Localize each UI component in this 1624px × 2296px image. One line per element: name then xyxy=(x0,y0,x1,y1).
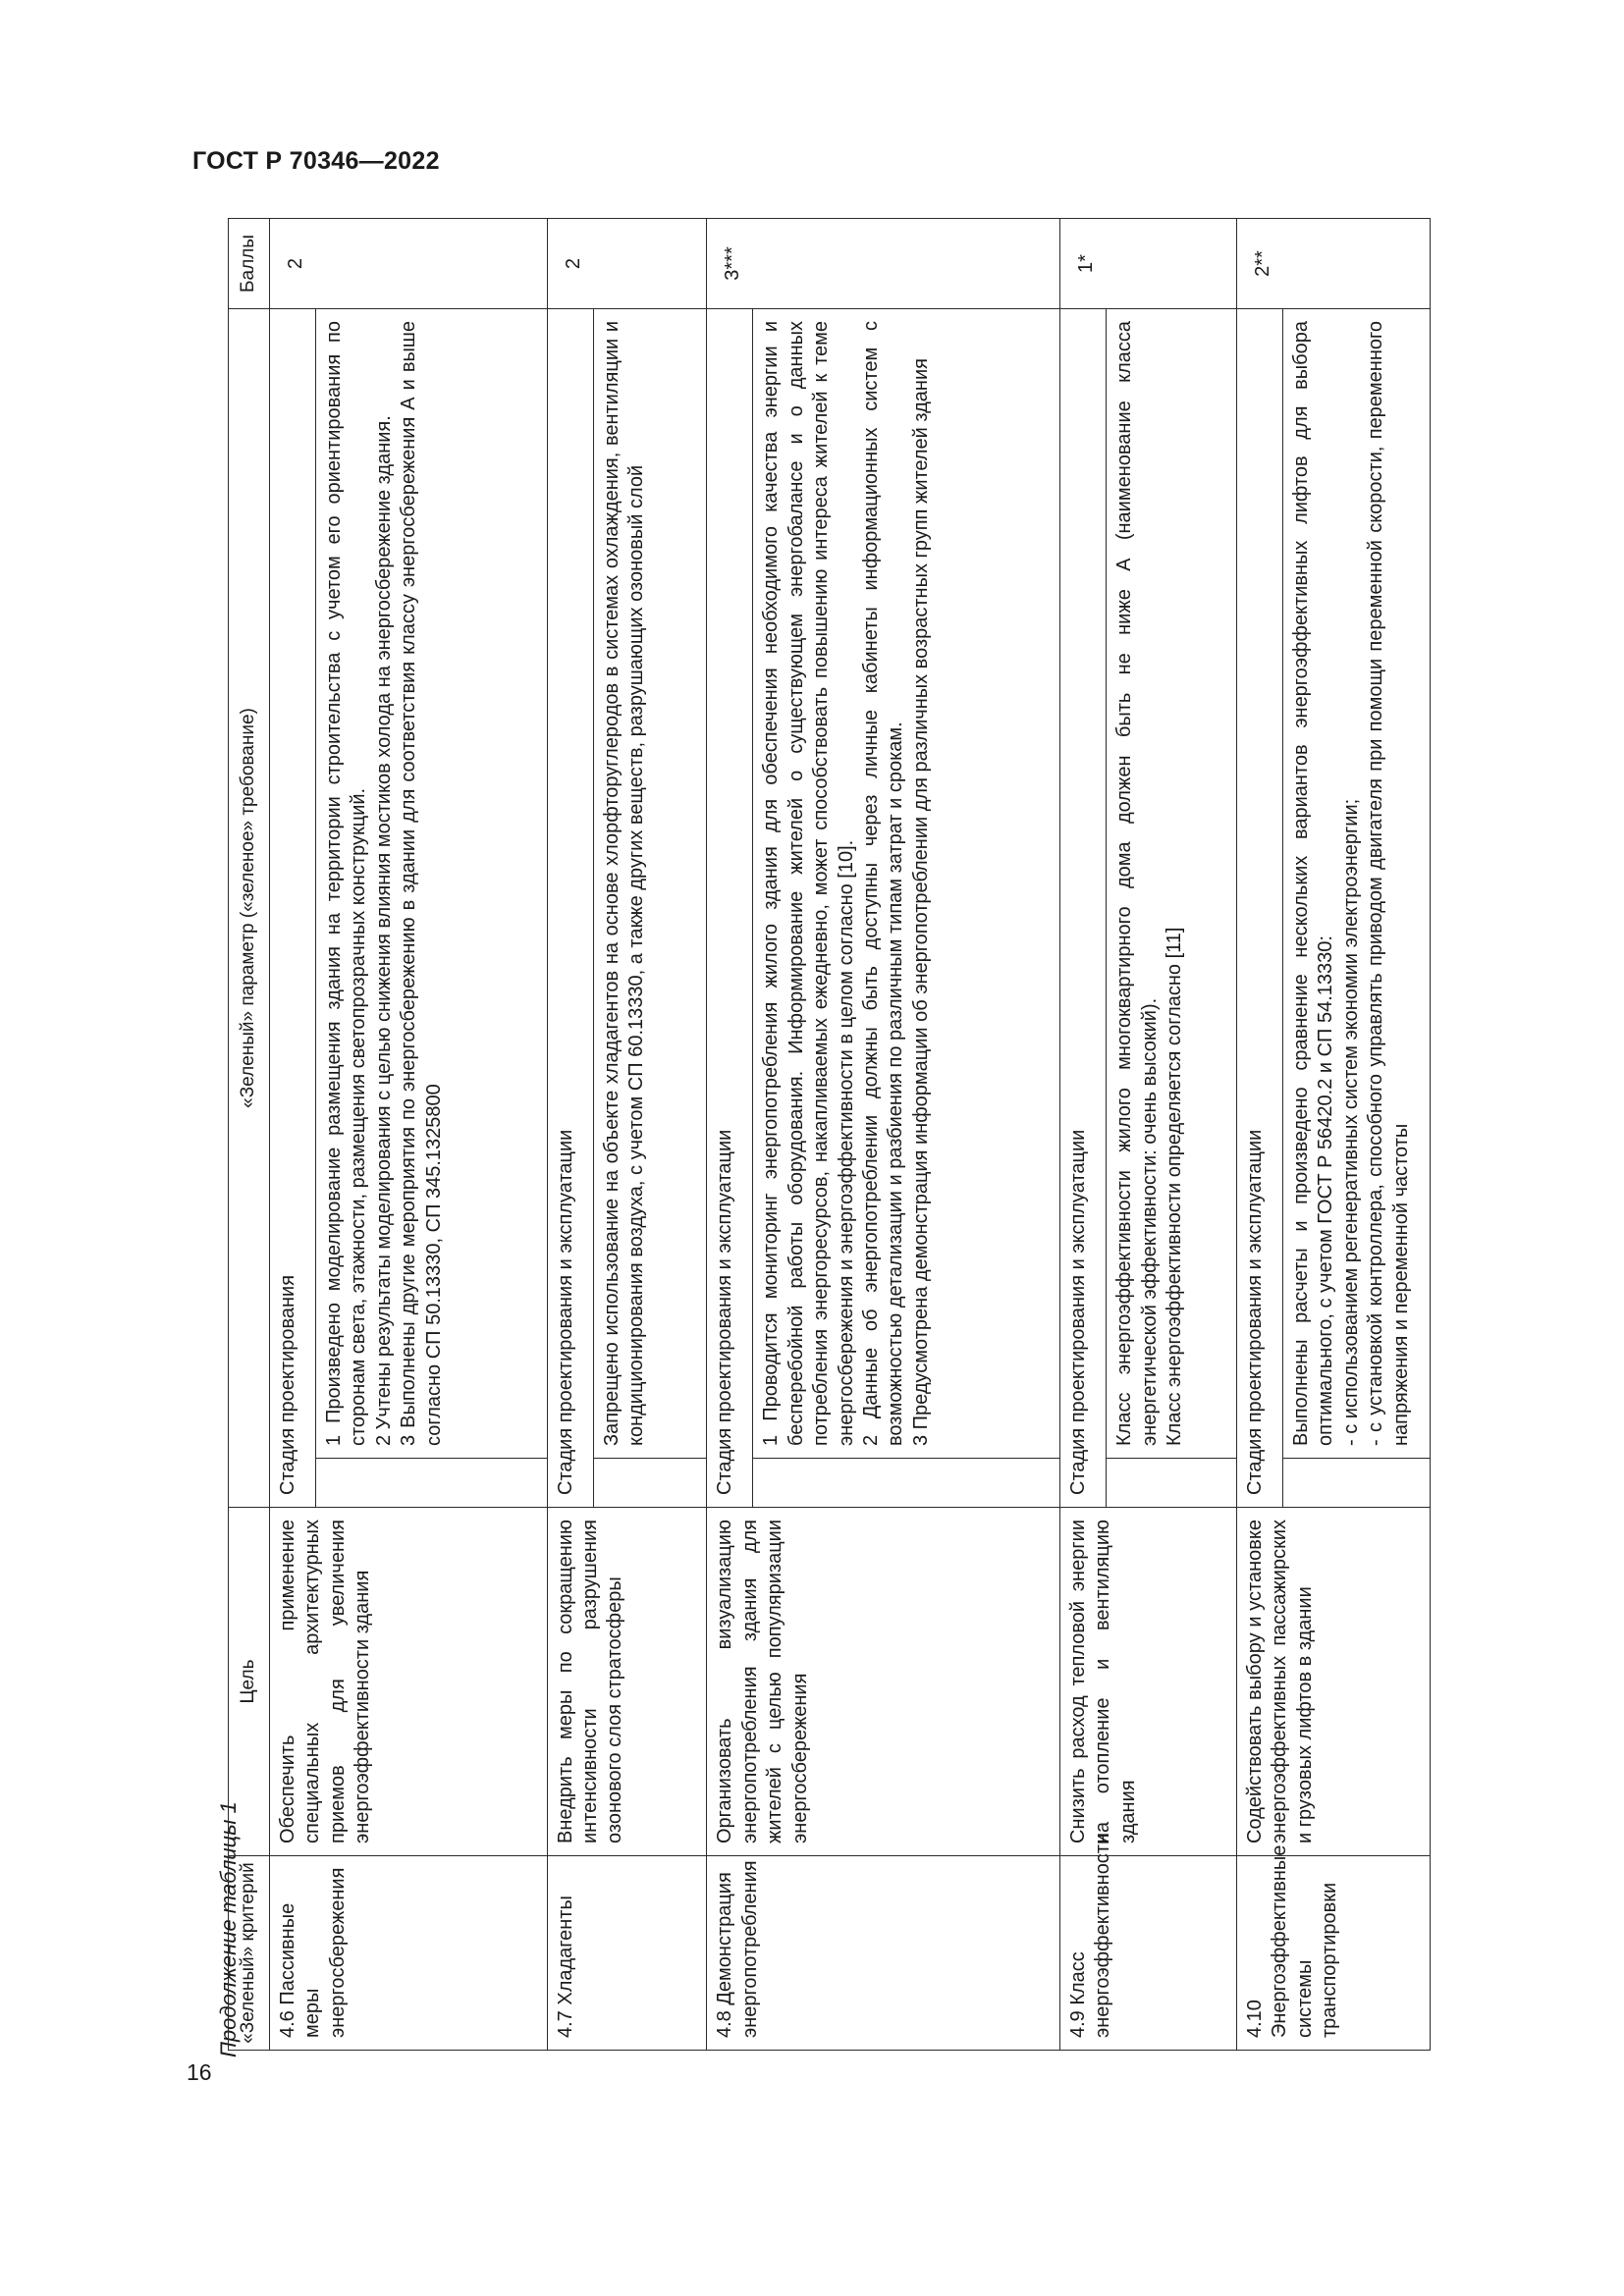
requirement-cell xyxy=(316,309,548,1459)
criterion-cell: 4.10 Энергоэффективные системы транспортировки xyxy=(1236,1856,1430,2051)
header-points: Баллы xyxy=(229,219,270,309)
requirement-line: 3 Выполнены другие мероприятия по энергосбережению в здании для соответствия классу энергосбережения А и выше согласно СП 50.13330, СП 345.1325800 xyxy=(398,321,445,1446)
requirement-line: Запрещено использование на объекте хладагентов на основе хлорфторуглеродов в системах охлаждения, вентиляции и кондиционирования воздуха, с учетом СП 60.13330, а также других веществ, разрушающих озоновый слой xyxy=(600,321,648,1446)
requirement-cell xyxy=(753,309,1060,1459)
requirement-line: 1 Произведено моделирование размещения здания на территории строительства с учетом его ориентирования по сторонам света, этажности, размещения светопрозрачных конструкций. xyxy=(323,321,370,1446)
page-number: 16 xyxy=(187,2059,212,2085)
indent-cell xyxy=(1283,1459,1431,1508)
goal-cell: Содействовать выбору и установке энергоэффективных пассажирских и грузовых лифтов в здании xyxy=(1236,1508,1430,1856)
requirement-line: Класс энергоэффективности жилого многоквартирного дома должен быть не ниже А (наименование класса энергетической эффективности: очень высокий). xyxy=(1113,321,1161,1446)
requirement-line: 1 Проводится мониторинг энергопотребления жилого здания для обеспечения необходимого качества энергии и бесперебойной работы оборудования. Информирование жителей о существующем энергобалансе и о данных потребления энергоресурсов, накапливаемых ежедневно, может способствовать повышению интереса жителей к теме энергосбережения и энергоэффективности в целом согласно [10]. xyxy=(760,321,857,1446)
stage-cell: Стадия проектирования и эксплуатации xyxy=(1236,309,1282,1508)
stage-cell: Стадия проектирования и эксплуатации xyxy=(1060,309,1107,1508)
points-cell: 2 xyxy=(270,219,548,309)
goal-cell: Организовать визуализацию энергопотребления здания для жителей с целью популяризации энергосбережения xyxy=(707,1508,1060,1856)
requirement-cell xyxy=(593,309,707,1459)
goal-cell: Внедрить меры по сокращению интенсивности разрушения озонового слоя стратосферы xyxy=(547,1508,707,1856)
goal-cell: Снизить расход тепловой энергии на отопление и вентиляцию здания xyxy=(1060,1508,1237,1856)
criterion-cell: 4.8 Демонстрация энергопотребления xyxy=(707,1856,1060,2051)
requirement-line: 2 Данные об энергопотреблении должны быть доступны через личные кабинеты информационных систем с возможностью детализации и разбиения по различным типам затрат и срокам. xyxy=(860,321,907,1446)
table-row xyxy=(1060,219,1107,2051)
stage-cell: Стадия проектирования и эксплуатации xyxy=(707,309,753,1508)
requirement-line: 3 Предусмотрена демонстрация информации об энергопотреблении для различных возрастных групп жителей здания xyxy=(909,358,932,1446)
table-row xyxy=(707,219,753,2051)
table-header-row xyxy=(229,219,270,2051)
table-row xyxy=(1236,219,1282,2051)
header-goal: Цель xyxy=(229,1508,270,1856)
criterion-cell: 4.7 Хладагенты xyxy=(547,1856,707,2051)
indent-cell xyxy=(593,1459,707,1508)
points-cell: 2** xyxy=(1236,219,1430,309)
header-criterion: «Зеленый» критерий xyxy=(229,1856,270,2051)
criteria-table xyxy=(228,218,1431,2051)
document-title: ГОСТ Р 70346—2022 xyxy=(192,147,440,175)
stage-cell: Стадия проектирования и эксплуатации xyxy=(547,309,593,1508)
criterion-cell: 4.9 Класс энергоэффективности xyxy=(1060,1856,1237,2051)
requirement-line: - с установкой контроллера, способного управлять приводом двигателя при помощи переменной скорости, переменного напряжения и переменной частоты xyxy=(1365,321,1412,1446)
requirement-line: 2 Учтены результаты моделирования с целью снижения влияния мостиков холода на энергосбережение здания. xyxy=(372,415,395,1446)
requirement-cell xyxy=(1107,309,1237,1459)
points-cell: 3*** xyxy=(707,219,1060,309)
indent-cell xyxy=(753,1459,1060,1508)
table-caption: Продолжение таблицы 1 xyxy=(216,1801,241,2057)
table-row xyxy=(547,219,593,2051)
goal-cell: Обеспечить применение специальных архитектурных приемов для увеличения энергоэффективности здания xyxy=(270,1508,548,1856)
stage-cell: Стадия проектирования xyxy=(270,309,316,1508)
requirement-line: - с использованием регенеративных систем экономии электроэнергии; xyxy=(1339,798,1362,1446)
requirement-cell xyxy=(1283,309,1431,1459)
rotated-table-wrapper xyxy=(228,219,1431,2051)
header-parameter: «Зеленый» параметр («зеленое» требование) xyxy=(229,309,270,1508)
points-cell: 2 xyxy=(547,219,707,309)
requirement-line: Выполнены расчеты и произведено сравнение нескольких вариантов энергоэффективных лифтов для выбора оптимального, с учетом ГОСТ Р 56420.2 и СП 54.13330: xyxy=(1290,321,1337,1446)
points-cell: 1* xyxy=(1060,219,1237,309)
indent-cell xyxy=(1107,1459,1237,1508)
indent-cell xyxy=(316,1459,548,1508)
requirement-line: Класс энергоэффективности определяется согласно [11] xyxy=(1163,927,1185,1446)
criterion-cell: 4.6 Пассивные меры энергосбережения xyxy=(270,1856,548,2051)
table-row xyxy=(270,219,316,2051)
